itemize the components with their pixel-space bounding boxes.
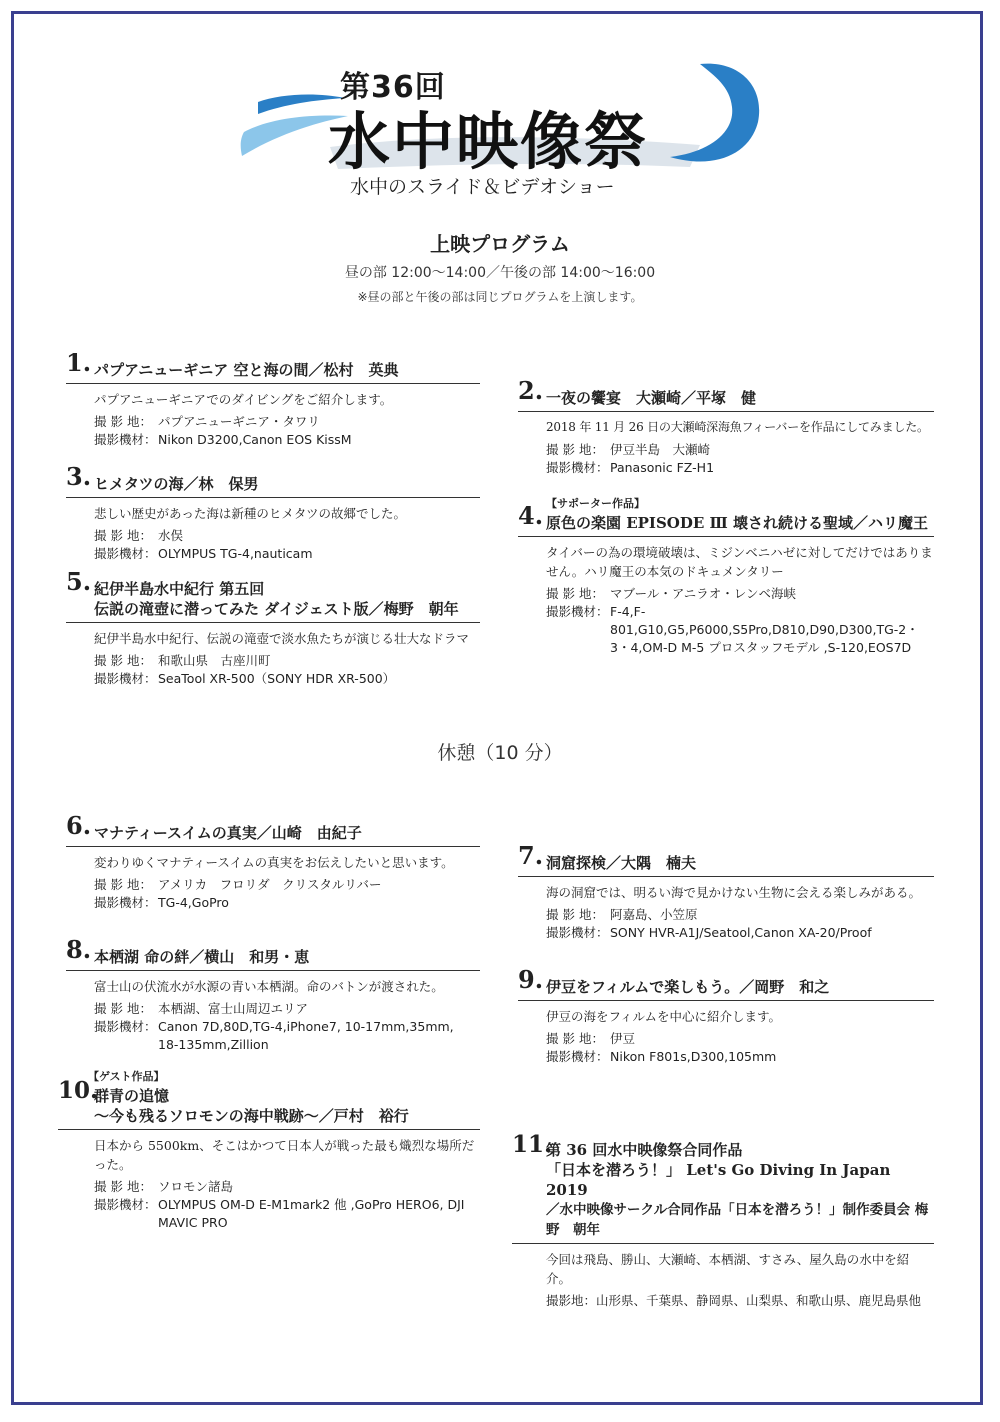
equipment-label: 撮影機材： [94,546,157,561]
entry-heading-line3 [512,1200,934,1244]
program-title: 上映プログラム [430,232,570,256]
location-label: 撮 影 地： [94,1179,152,1194]
location-value: 水俣 [158,528,184,543]
entry-heading [66,348,480,384]
wave-right-icon [640,62,765,172]
entry-description: 海の洞窟では、明るい海で見かけない生物に会える楽しみがある。 [546,885,922,900]
program-entry-5 [66,567,480,688]
location-value: 伊豆 [610,1031,636,1046]
entry-number: 6. [66,811,92,840]
entry-heading [66,567,480,599]
program-entry-10 [58,1068,480,1232]
location-value: マブール・アニラオ・レンベ海峡 [610,586,796,601]
entry-title: ヒメタツの海／林 保男 [94,475,259,493]
location-value: ソロモン諸島 [158,1179,234,1194]
program-entry-6 [66,811,480,912]
guest-tag: 【ゲスト作品】 [88,1070,165,1083]
entry-number: 1. [66,348,92,377]
program-note: ※昼の部と午後の部は同じプログラムを上演します。 [357,290,643,304]
equipment-value: Nikon D3200,Canon EOS KissM [158,432,352,447]
entry-heading-line2 [58,1106,480,1130]
entry-number: 2. [518,376,544,405]
entry-number: 4. [518,501,544,530]
equipment-label: 撮影機材： [94,671,157,686]
entry-description: 悲しい歴史があった海は新種のヒメタツの故郷でした。 [94,506,407,521]
entry-number: 10. [58,1077,99,1104]
location-label: 撮 影 地： [546,1031,604,1046]
entry-number: 5. [66,567,92,596]
entry-number: 7. [518,841,544,870]
entry-title: 第 36 回水中映像祭合同作品 [546,1141,743,1159]
entry-number: 9. [518,965,544,994]
entry-title-line2: 「日本を潜ろう！」 Let's Go Diving In Japan 2019 [546,1161,891,1199]
location-value: 本栖湖、富士山周辺エリア [158,1001,309,1016]
location-label: 撮 影 地： [94,653,152,668]
program-entry-4 [518,495,934,657]
entry-heading [518,376,934,412]
entry-description: 日本から 5500km、そこはかつて日本人が戦った最も熾烈な場所だった。 [94,1138,475,1172]
equipment-label: 撮影機材： [94,432,157,447]
equipment-value: OLYMPUS OM-D E-M1mark2 他 ,GoPro HERO6, DJI MAVIC PRO [158,1197,465,1230]
intermission-label: 休憩（10 分） [437,742,563,764]
location-value: アメリカ フロリダ クリスタルリバー [158,877,382,892]
location-value: 和歌山県 古座川町 [158,653,271,668]
equipment-value: OLYMPUS TG-4,nauticam [158,546,313,561]
program-entry-7 [518,841,934,942]
equipment-value: SeaTool XR-500（SONY HDR XR-500） [158,671,396,686]
entry-title: 群青の追憶 [94,1087,170,1105]
program-entry-8 [66,935,480,1054]
program-entry-9 [518,965,934,1066]
entry-title: 一夜の饗宴 大瀬崎／平塚 健 [546,389,757,407]
location-label: 撮 影 地： [94,414,152,429]
entry-description: 紀伊半島水中紀行、伝説の滝壺で淡水魚たちが演じる壮大なドラマ [94,631,470,646]
entry-number: 8. [66,935,92,964]
entry-description: 伊豆の海をフィルムを中心に紹介します。 [546,1009,782,1024]
location-label: 撮 影 地： [94,877,152,892]
entry-description: パプアニューギニアでのダイビングをご紹介します。 [94,392,393,407]
entry-title: 本栖湖 命の絆／横山 和男・恵 [94,948,310,966]
equipment-label: 撮影機材： [546,925,609,940]
entry-title: 洞窟探検／大隅 楠夫 [546,854,697,872]
equipment-label: 撮影機材： [94,1019,157,1034]
entry-description: タイバーの為の環境破壊は、ミジンベニハゼに対してだけではありません。ハリ魔王の本気のドキュメンタリー [546,545,933,579]
entry-heading [512,1131,934,1160]
festival-logo [240,62,760,202]
location-value: 阿嘉島、小笠原 [610,907,698,922]
location-label: 撮 影 地： [546,586,604,601]
location-value: 伊豆半島 大瀬崎 [610,442,711,457]
entry-title: 紀伊半島水中紀行 第五回 [94,580,265,598]
entry-heading [66,811,480,847]
program-time: 昼の部 12:00〜14:00／午後の部 14:00〜16:00 [344,265,656,281]
equipment-value: Nikon F801s,D300,105mm [610,1049,777,1064]
entry-title-line3: ／水中映像サークル合同作品「日本を潜ろう！」制作委員会 梅野 朝年 [546,1202,929,1238]
entry-title: パプアニューギニア 空と海の間／松村 英典 [94,361,399,379]
entry-description: 2018 年 11 月 26 日の大瀬崎深海魚フィーバーを作品にしてみました。 [546,420,929,434]
entry-number: 3. [66,462,92,491]
equipment-label: 撮影機材： [94,1197,157,1212]
entry-description: 今回は飛島、勝山、大瀬崎、本栖湖、すさみ、屋久島の水中を紹介。 [546,1252,910,1286]
entry-heading [518,841,934,877]
entry-title-line2: 〜今も残るソロモンの海中戦跡〜／戸村 裕行 [94,1107,409,1125]
entry-number: 11. [512,1131,553,1158]
entry-title: マナティースイムの真実／山崎 由紀子 [94,824,362,842]
location-label: 撮 影 地： [546,442,604,457]
program-entry-3 [66,462,480,563]
equipment-value: Canon 7D,80D,TG-4,iPhone7, 10-17mm,35mm, 18-135mm,Zillion [158,1019,454,1052]
entry-heading [66,935,480,971]
festival-title: 水中映像祭 [328,105,649,178]
entry-heading [58,1077,480,1106]
program-entry-2 [518,376,934,477]
equipment-value: F-4,F-801,G10,G5,P6000,S5Pro,D810,D90,D300,TG-2・3・4,OM-D M-5 プロスタッフモデル ,S-120,EOS7D [610,604,919,655]
equipment-label: 撮影機材： [546,604,609,619]
entry-description: 変わりゆくマナティースイムの真実をお伝えしたいと思います。 [94,855,454,870]
program-entry-11 [512,1131,934,1310]
location-value: パプアニューギニア・タワリ [158,414,320,429]
equipment-value: SONY HVR-A1J/Seatool,Canon XA-20/Proof [610,925,872,940]
equipment-label: 撮影機材： [546,460,609,475]
location-label: 撮 影 地： [546,907,604,922]
supporter-tag: 【サポーター作品】 [546,497,645,510]
entry-title-line2: 伝説の滝壺に潜ってみた ダイジェスト版／梅野 朝年 [94,600,459,618]
entry-title: 伊豆をフィルムで楽しもう。／岡野 和之 [546,978,830,996]
location-label: 撮 影 地： [94,528,152,543]
edition-label: 第36回 [340,70,446,105]
entry-heading [518,965,934,1001]
equipment-value: TG-4,GoPro [158,895,229,910]
festival-subtitle: 水中のスライド＆ビデオショー [350,176,615,198]
location-label: 撮 影 地： [94,1001,152,1016]
program-entry-1 [66,348,480,449]
entry-title: 原色の楽園 EPISODE Ⅲ 壊され続ける聖域／ハリ魔王 [546,514,929,532]
entry-heading [66,462,480,498]
equipment-label: 撮影機材： [546,1049,609,1064]
equipment-label: 撮影機材： [94,895,157,910]
location-value: 撮影地：山形県、千葉県、静岡県、山梨県、和歌山県、鹿児島県他 [546,1293,922,1308]
entry-heading-line2 [66,599,480,623]
entry-description: 富士山の伏流水が水源の青い本栖湖。命のバトンが渡された。 [94,979,444,994]
entry-heading-line2 [512,1160,934,1200]
equipment-value: Panasonic FZ-H1 [610,460,715,475]
